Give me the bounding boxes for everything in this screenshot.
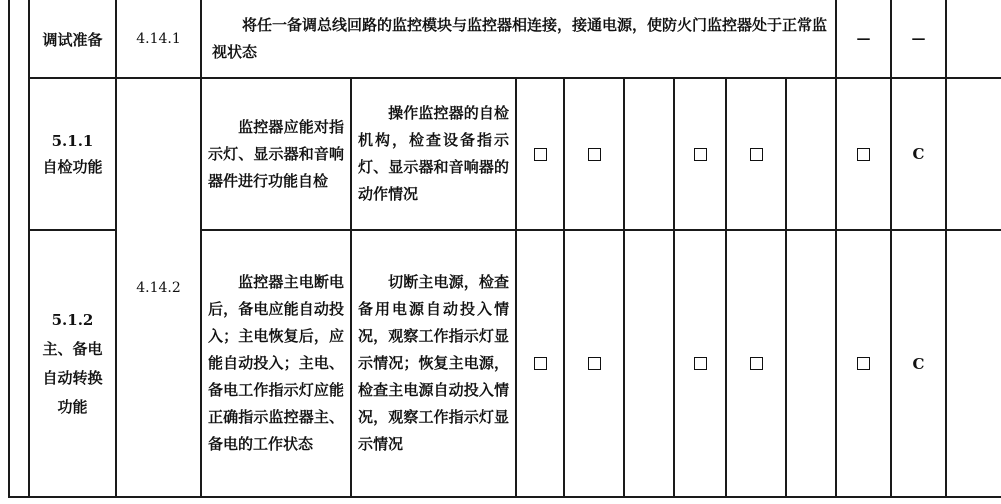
selftest-check-1[interactable] [517, 79, 563, 229]
checkbox-icon[interactable] [694, 148, 707, 161]
switch-check-3[interactable] [675, 231, 725, 496]
checkbox-icon[interactable] [694, 357, 707, 370]
switch-item-name-1: 主、备电 [42, 339, 103, 358]
switch-item-name-2: 自动转换 [42, 368, 103, 387]
checkbox-icon[interactable] [534, 357, 547, 370]
selftest-item-name: 自检功能 [42, 158, 103, 176]
selftest-method [352, 79, 515, 229]
switch-check-5[interactable] [837, 231, 890, 496]
switch-check-2[interactable] [565, 231, 623, 496]
selftest-check-5[interactable] [837, 79, 890, 229]
col-divider-6 [785, 78, 787, 497]
selftest-method-text: 操作监控器的自检机构，检查设备指示灯、显示器和音响器的动作情况 [358, 104, 509, 203]
prep-clause: 4.14.1 [136, 31, 181, 47]
switch-check-1[interactable] [517, 231, 563, 496]
switch-item-number: 5.1.2 [51, 310, 94, 329]
selftest-requirement-text: 监控器应能对指示灯、显示器和音响器件进行功能自检 [208, 117, 344, 190]
col-divider-3 [623, 78, 625, 497]
selftest-item-number: 5.1.1 [51, 132, 94, 150]
switch-requirement-text: 监控器主电断电后，备电应能自动投入；主电恢复后，应能自动投入；主电、备电工作指示灯应能正确指示监控器主、备电的工作状态 [208, 273, 344, 453]
selftest-check-4[interactable] [727, 79, 785, 229]
switch-requirement [202, 231, 350, 496]
checkbox-icon[interactable] [588, 148, 601, 161]
prep-content-text: 将任一备调总线回路的监控模块与监控器相连接，接通电源，使防火门监控器处于正常监视状态 [212, 16, 828, 61]
switch-method [352, 231, 515, 496]
switch-method-text: 切断主电源，检查备用电源自动投入情况，观察工作指示灯显示情况；恢复主电源，检查主电源自动投入情况，观察工作指示灯显示情况 [358, 273, 509, 453]
prep-stage-label: 调试准备 [42, 30, 103, 49]
table-border-bottom [8, 496, 1001, 498]
checkbox-icon[interactable] [588, 357, 601, 370]
prep-col-b: — [911, 31, 926, 47]
checkbox-icon[interactable] [750, 148, 763, 161]
selftest-check-2[interactable] [565, 79, 623, 229]
checkbox-icon[interactable] [750, 357, 763, 370]
selftest-item [30, 79, 115, 229]
switch-item [30, 231, 115, 496]
switch-grade: C [912, 354, 925, 373]
selftest-check-3[interactable] [675, 79, 725, 229]
prep-col-a: — [856, 31, 871, 47]
checkbox-icon[interactable] [857, 148, 870, 161]
checkbox-icon[interactable] [534, 148, 547, 161]
prep-content [202, 0, 835, 78]
table-border-left-outer [8, 0, 10, 497]
checkbox-icon[interactable] [857, 357, 870, 370]
selftest-grade: C [912, 145, 925, 163]
switch-check-4[interactable] [727, 231, 785, 496]
shared-clause: 4.14.2 [136, 279, 181, 296]
selftest-requirement [202, 79, 350, 229]
col-divider-9 [945, 0, 947, 497]
switch-item-name-3: 功能 [57, 397, 88, 416]
